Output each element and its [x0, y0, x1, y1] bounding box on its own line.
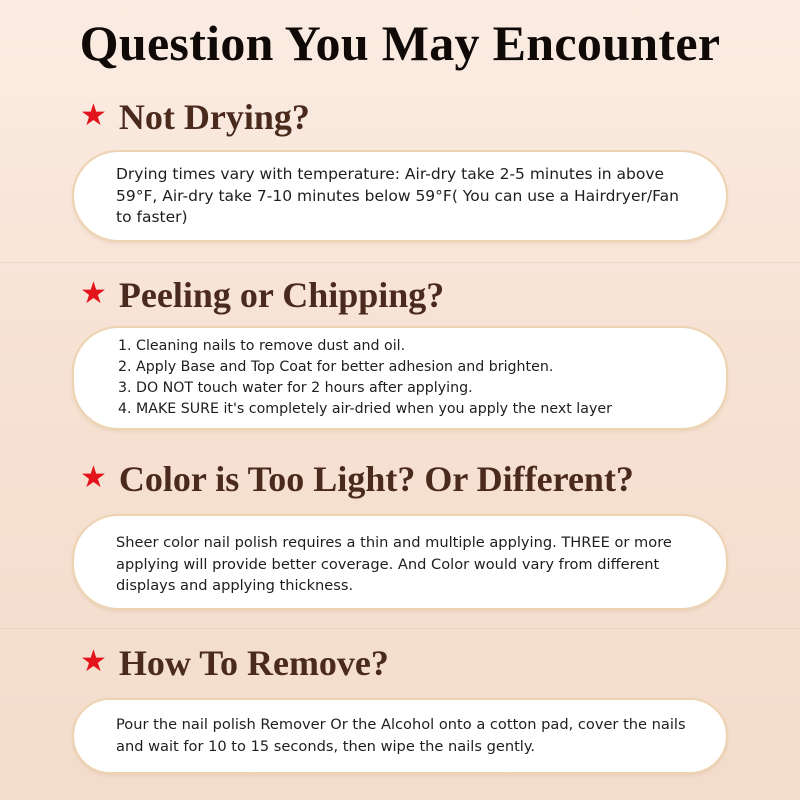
star-icon: ★	[80, 644, 107, 679]
section-heading-text: Peeling or Chipping?	[118, 275, 445, 315]
list-item: 2. Apply Base and Top Coat for better adhesion and brighten.	[118, 359, 554, 375]
section-heading-text: Not Drying?	[118, 97, 310, 137]
list-item: 3. DO NOT touch water for 2 hours after applying.	[118, 380, 473, 396]
answer-text: Drying times vary with temperature: Air-dry take 2-5 minutes in above 59°F, Air-dry take 7-10 minutes below 59°F( You can use a Hairdryer/Fan to faster)	[116, 165, 679, 226]
star-icon: ★	[80, 460, 107, 495]
answer-card-color	[72, 514, 728, 610]
answer-text: Sheer color nail polish requires a thin and multiple applying. THREE or more applying will provide better coverage. And Color would vary from different displays and applying thickness.	[116, 534, 672, 594]
list-item: 4. MAKE SURE it's completely air-dried when you apply the next layer	[118, 401, 612, 417]
answer-card-not-drying	[72, 150, 728, 242]
answer-card-peeling	[72, 326, 728, 430]
page-title: Question You May Encounter	[79, 15, 721, 71]
section-heading-text: How To Remove?	[118, 643, 389, 683]
section-heading-peeling	[80, 274, 444, 316]
section-divider	[0, 628, 800, 629]
answer-text: Pour the nail polish Remover Or the Alcohol onto a cotton pad, cover the nails and wait for 10 to 15 seconds, then wipe the nails gently.	[116, 716, 686, 755]
list-item: 1. Cleaning nails to remove dust and oil.	[118, 338, 406, 354]
star-icon: ★	[80, 98, 107, 133]
section-heading-text: Color is Too Light? Or Different?	[118, 459, 634, 499]
section-heading-color	[80, 458, 634, 500]
answer-card-remove	[72, 698, 728, 774]
section-divider	[0, 262, 800, 263]
section-heading-remove	[80, 642, 389, 684]
tips-list	[118, 336, 706, 420]
section-heading-not-drying	[80, 96, 310, 138]
star-icon: ★	[80, 276, 107, 311]
